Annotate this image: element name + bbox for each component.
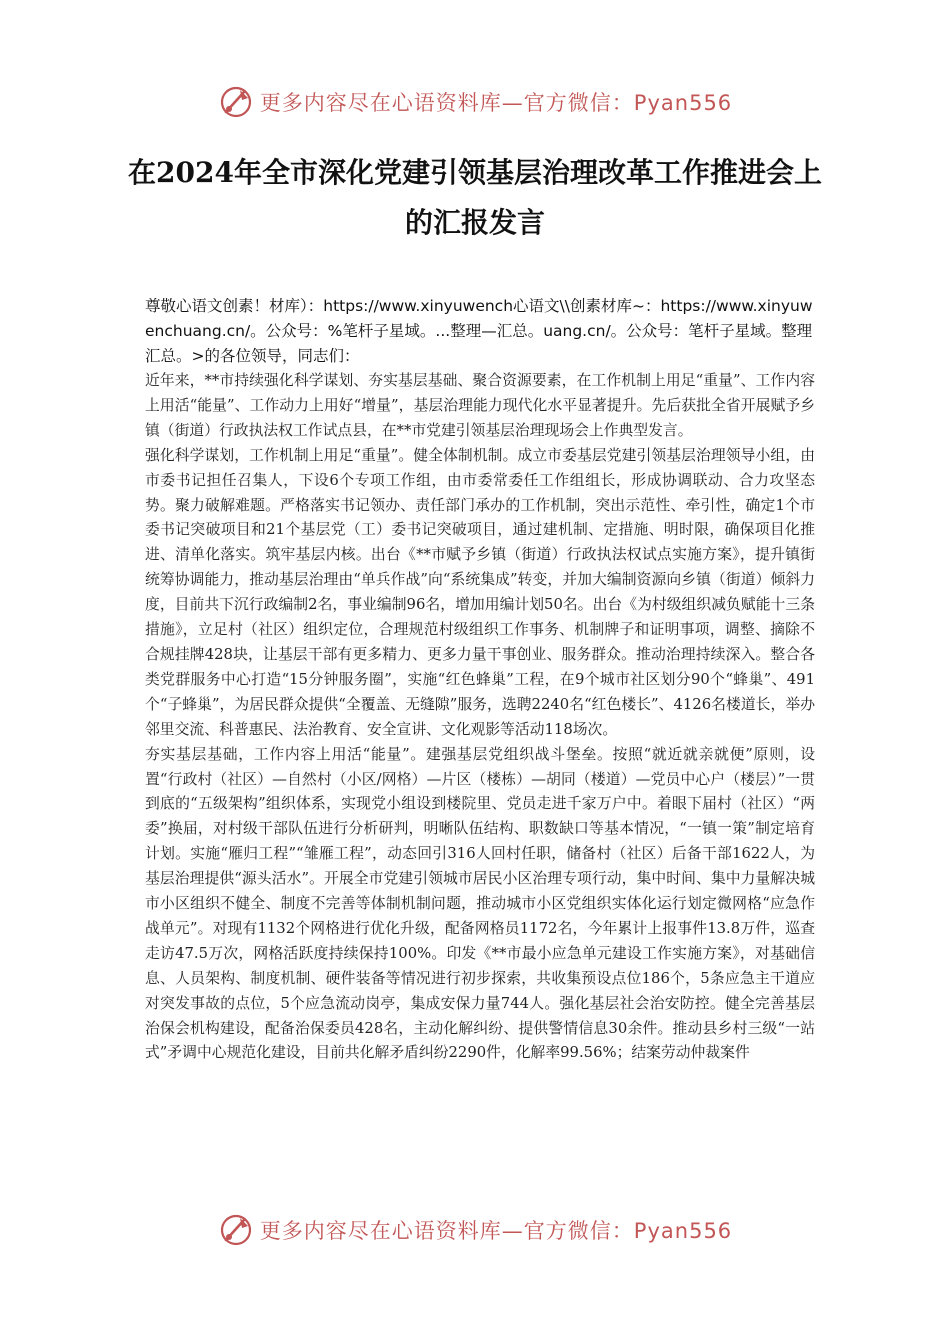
header-banner	[0, 82, 950, 122]
header-banner-text: 更多内容尽在心语资料库—官方微信：Pyan556	[259, 91, 733, 115]
document-body	[145, 369, 815, 1066]
footer-banner	[0, 1210, 950, 1250]
paragraph-foundation: 夯实基层基础，工作内容上用活“能量”。建强基层党组织战斗堡垒。按照“就近就亲就便”原则，设置“行政村（社区）—自然村（小区/网格）—片区（楼栋）—胡同（楼道）—党员中心户（楼层）”一贯到底的“五级架构”组织体系，实现党小组设到楼院里、党员走进千家万户中。着眼下届村（社区）“两委”换届，对村级干部队伍进行分析研判，明晰队伍结构、职数缺口等基本情况，“一镇一策”制定培育计划。实施“雁归工程”“雏雁工程”，动态回引316人回村任职，储备村（社区）后备干部1622人，为基层治理提供“源头活水”。开展全市党建引领城市居民小区治理专项行动，集中时间、集中力量解决城市小区组织不健全、制度不完善等体制机制问题，推动城市小区党组织实体化运行划定微网格“应急作战单元”。对现有1132个网格进行优化升级，配备网格员1172名，今年累计上报事件13.8万件，巡查走访47.5万次，网格活跃度持续保持100%。印发《**市最小应急单元建设工作实施方案》，对基础信息、人员架构、制度机制、硬件装备等情况进行初步探索，共收集预设点位186个，5条应急主干道应对突发事故的点位，5个应急流动岗亭，集成安保力量744人。强化基层社会治安防控。健全完善基层治保会机构建设，配备治保委员428名，主动化解纠纷、提供警情信息30余件。推动县乡村三级“一站式”矛调中心规范化建设，目前共化解矛盾纠纷2290件，化解率99.56%；结案劳动仲裁案件	[145, 745, 815, 1062]
brush-logo-icon	[218, 1212, 254, 1248]
paragraph-mechanism: 强化科学谋划，工作机制上用足“重量”。健全体制机制。成立市委基层党建引领基层治理领导小组，由市委书记担任召集人，下设6个专项工作组，由市委常委任工作组组长，形成协调联动、合力攻坚态势。聚力破解难题。严格落实书记领办、责任部门承办的工作机制，突出示范性、牵引性，确定1个市委书记突破项目和21个基层党（工）委书记突破项目，通过建机制、定措施、明时限，确保项目化推进、清单化落实。筑牢基层内核。出台《**市赋予乡镇（街道）行政执法权试点实施方案》，提升镇街统筹协调能力，推动基层治理由“单兵作战”向“系统集成”转变，并加大编制资源向乡镇（街道）倾斜力度，目前共下沉行政编制2名，事业编制96名，增加用编计划50名。出台《为村级组织减负赋能十三条措施》，立足村（社区）组织定位，合理规范村级组织工作事务、机制牌子和证明事项，调整、摘除不合规挂牌428块，让基层干部有更多精力、更多力量干事创业、服务群众。推动治理持续深入。整合各类党群服务中心打造“15分钟服务圈”，实施“红色蜂巢”工程，在9个城市社区划分90个“蜂巢”、491个“子蜂巢”，为居民群众提供“全覆盖、无缝隙”服务，选聘2240名“红色楼长”、4126名楼道长，举办邻里交流、科普惠民、法治教育、安全宣讲、文化观影等活动118场次。	[145, 446, 815, 738]
salutation-text: 尊敬心语文创素！材库）：https://www.xinyuwench心语文\\创素材库~：https://www.xinyuwenchuang.cn/。公众号：%笔杆子星域。...整理—汇总。uang.cn/。公众号：笔杆子星域。整理汇总。>的各位领导，同志们：	[145, 297, 813, 365]
paragraph-intro: 近年来，**市持续强化科学谋划、夯实基层基础、聚合资源要素，在工作机制上用足“重量”、工作内容上用活“能量”、工作动力上用好“增量”，基层治理能力现代化水平显著提升。先后获批全省开展赋予乡镇（街道）行政执法权工作试点县，在**市党建引领基层治理现场会上作典型发言。	[145, 372, 815, 439]
page-title: 在2024年全市深化党建引领基层治理改革工作推进会上的汇报发言	[128, 156, 822, 239]
brush-logo-icon	[218, 84, 254, 120]
footer-banner-text: 更多内容尽在心语资料库—官方微信：Pyan556	[259, 1219, 733, 1243]
